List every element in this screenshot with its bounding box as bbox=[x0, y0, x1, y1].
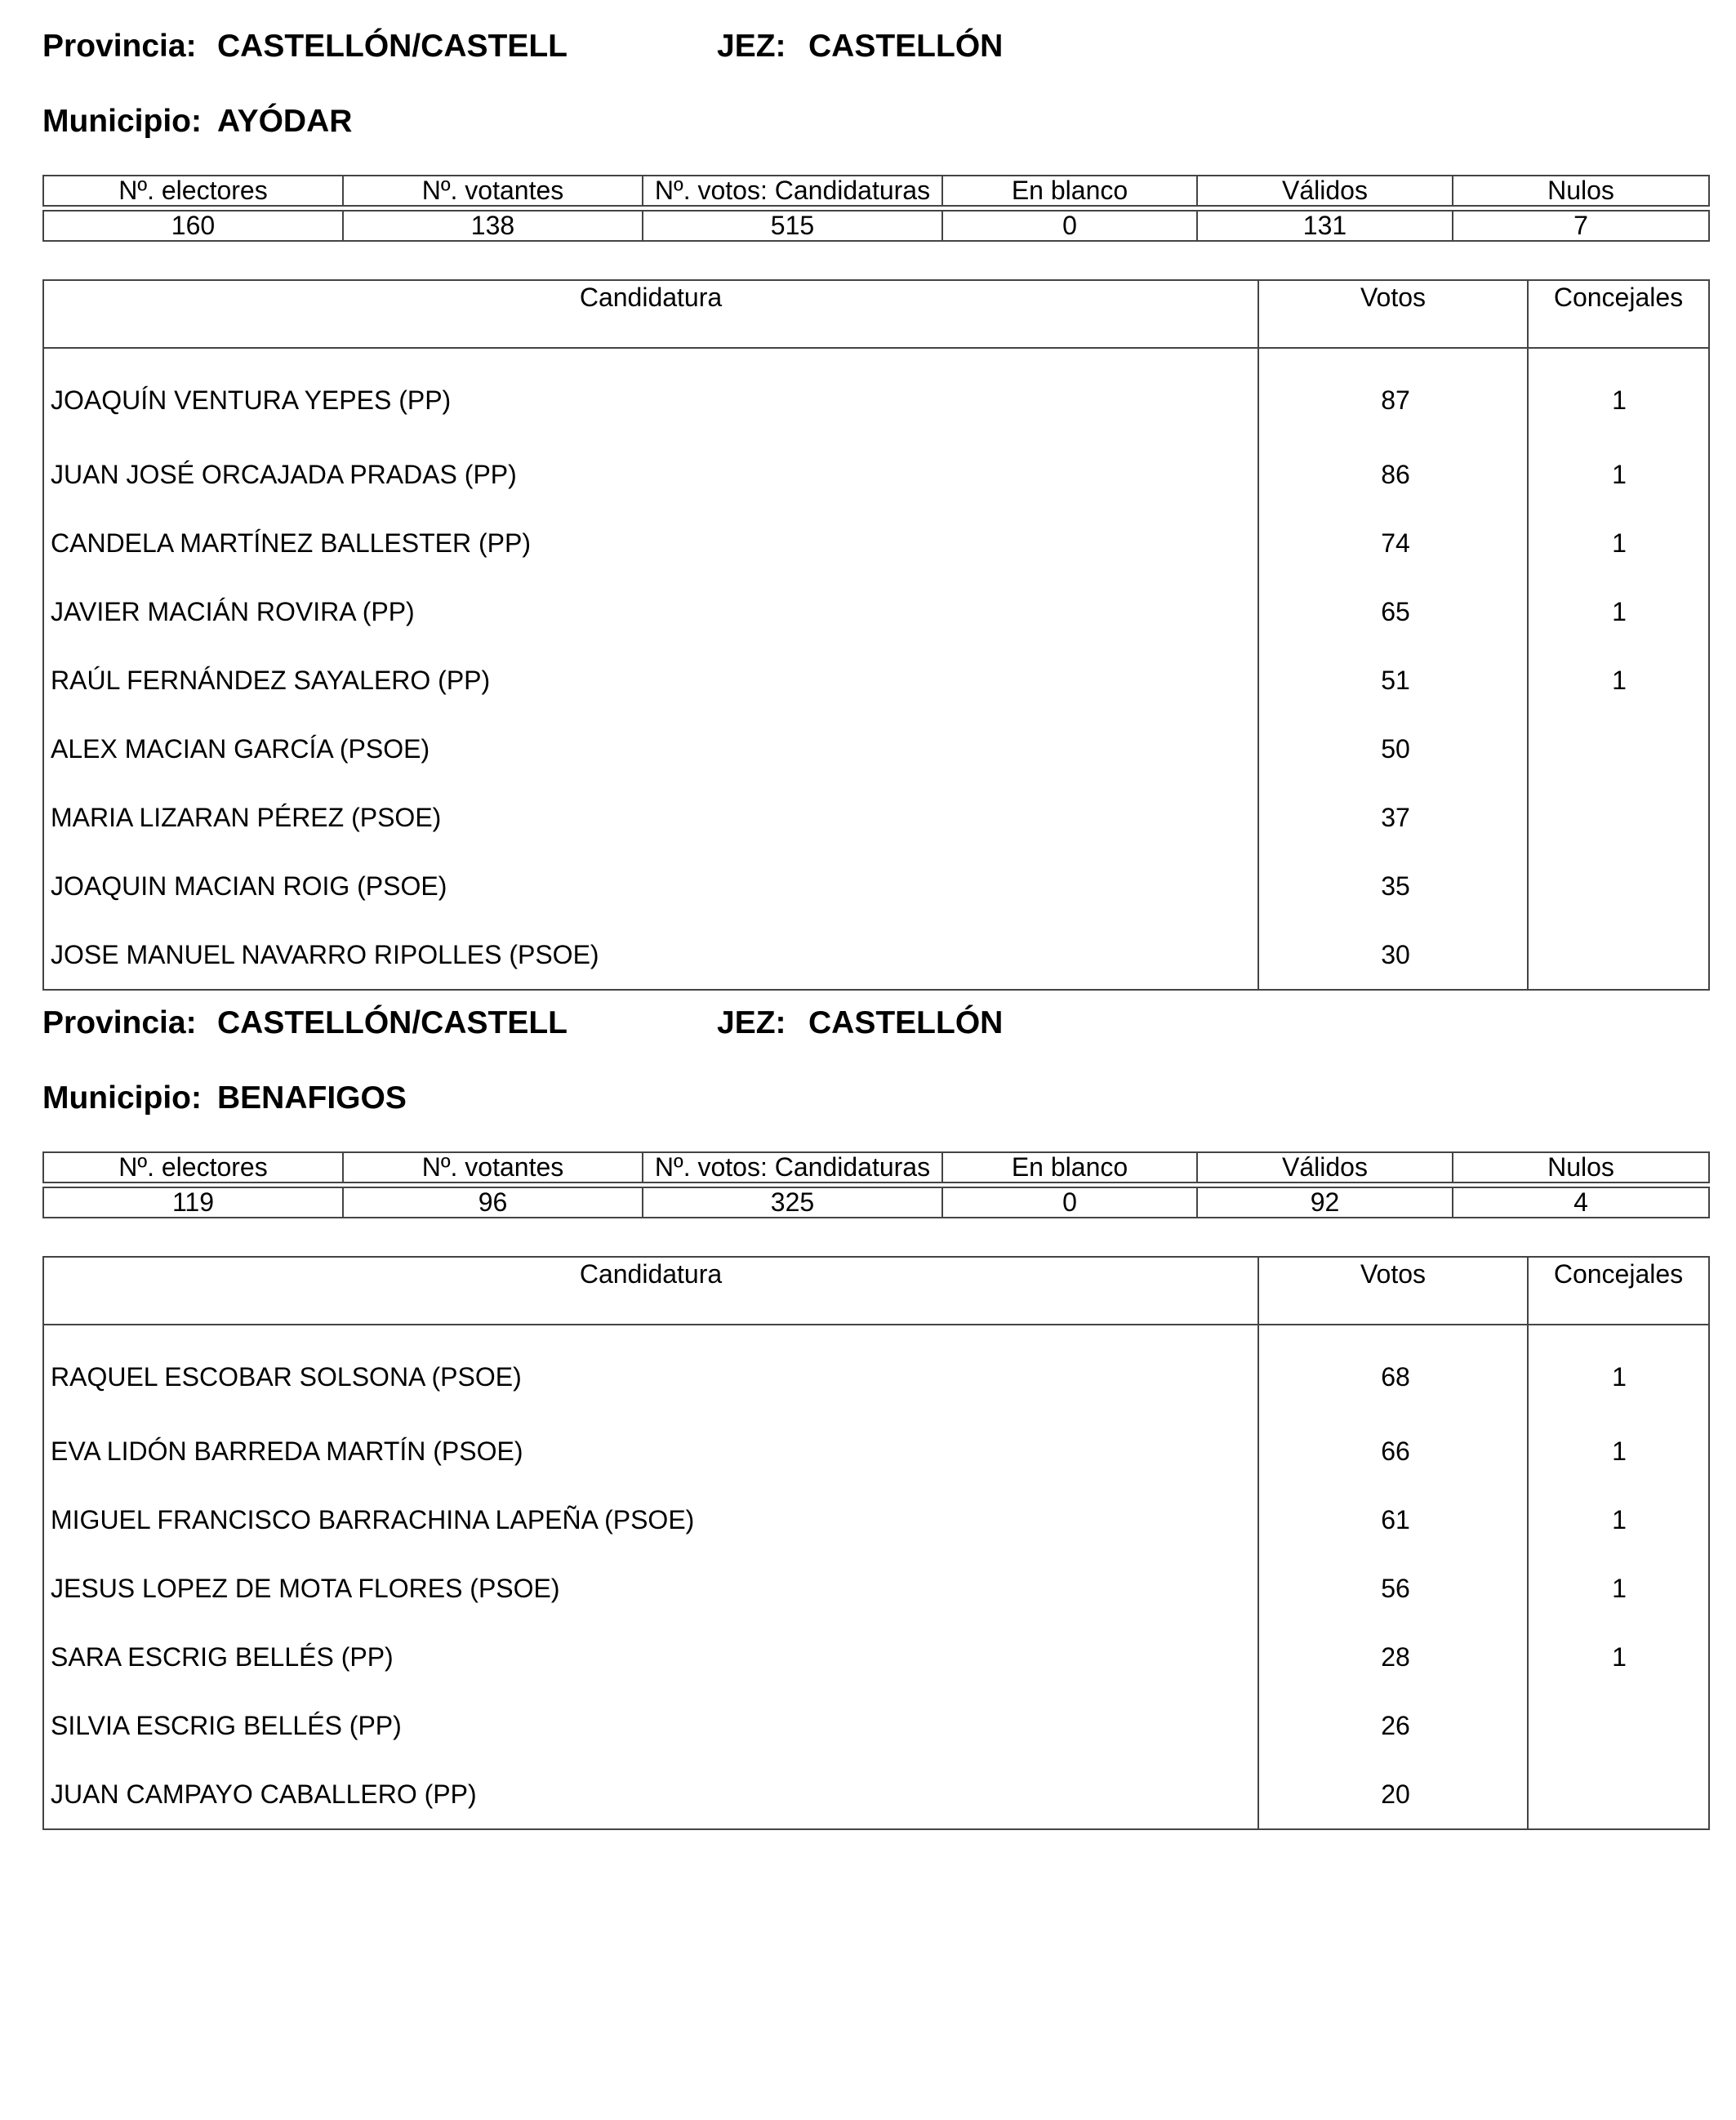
summary-header-row bbox=[43, 1152, 1709, 1182]
candidate-name: ALEX MACIAN GARCÍA (PSOE) bbox=[43, 715, 1258, 783]
candidate-name: JESUS LOPEZ DE MOTA FLORES (PSOE) bbox=[43, 1554, 1258, 1623]
candidate-row bbox=[43, 783, 1709, 852]
summary-header-cell: Válidos bbox=[1197, 1152, 1453, 1182]
candidate-name: JOSE MANUEL NAVARRO RIPOLLES (PSOE) bbox=[43, 920, 1258, 990]
provincia-value: CASTELLÓN/CASTELL bbox=[217, 29, 568, 64]
candidate-concejales: 1 bbox=[1528, 1623, 1709, 1691]
candidate-row bbox=[43, 1325, 1709, 1417]
summary-header-cell: Nº. votantes bbox=[343, 1152, 643, 1182]
summary-header-cell: Nº. votos: Candidaturas bbox=[643, 176, 942, 206]
candidate-row bbox=[43, 1417, 1709, 1485]
candidate-name: CANDELA MARTÍNEZ BALLESTER (PP) bbox=[43, 509, 1258, 577]
summary-value-cell: 96 bbox=[343, 1187, 643, 1218]
summary-value-cell: 325 bbox=[643, 1187, 942, 1218]
summary-value-cell: 119 bbox=[43, 1187, 343, 1218]
summary-header-cell: Nulos bbox=[1453, 176, 1709, 206]
candidate-concejales bbox=[1528, 1691, 1709, 1760]
summary-header-cell: Nº. votantes bbox=[343, 176, 643, 206]
votos-header: Votos bbox=[1258, 280, 1528, 348]
summary-value-cell: 515 bbox=[643, 211, 942, 241]
provincia-value: CASTELLÓN/CASTELL bbox=[217, 1005, 568, 1040]
candidate-concejales: 1 bbox=[1528, 509, 1709, 577]
candidate-concejales bbox=[1528, 1760, 1709, 1829]
candidate-row bbox=[43, 509, 1709, 577]
summary-table bbox=[42, 175, 1710, 242]
candidate-votos: 35 bbox=[1258, 852, 1528, 920]
summary-value-cell: 138 bbox=[343, 211, 643, 241]
candidate-votos: 65 bbox=[1258, 577, 1528, 646]
jez-value: CASTELLÓN bbox=[808, 1005, 1004, 1040]
candidate-concejales: 1 bbox=[1528, 1417, 1709, 1485]
candidate-name: RAQUEL ESCOBAR SOLSONA (PSOE) bbox=[43, 1325, 1258, 1417]
candidate-row bbox=[43, 1485, 1709, 1554]
candidate-concejales: 1 bbox=[1528, 1325, 1709, 1417]
candidate-concejales bbox=[1528, 715, 1709, 783]
candidate-votos: 51 bbox=[1258, 646, 1528, 715]
summary-value-cell: 131 bbox=[1197, 211, 1453, 241]
jez-value: CASTELLÓN bbox=[808, 29, 1004, 64]
municipio-label: Municipio: bbox=[42, 1080, 202, 1116]
candidate-concejales: 1 bbox=[1528, 1554, 1709, 1623]
candidates-table bbox=[42, 1256, 1710, 1830]
candidates-header-row bbox=[43, 280, 1709, 348]
provincia-label: Provincia: bbox=[42, 29, 197, 64]
candidate-name: MARIA LIZARAN PÉREZ (PSOE) bbox=[43, 783, 1258, 852]
candidate-name: JAVIER MACIÁN ROVIRA (PP) bbox=[43, 577, 1258, 646]
candidate-votos: 74 bbox=[1258, 509, 1528, 577]
summary-value-cell: 92 bbox=[1197, 1187, 1453, 1218]
summary-value-row bbox=[43, 1187, 1709, 1218]
candidate-concejales: 1 bbox=[1528, 1485, 1709, 1554]
candidate-name: SARA ESCRIG BELLÉS (PP) bbox=[43, 1623, 1258, 1691]
jez-label: JEZ: bbox=[717, 29, 786, 64]
jez-label: JEZ: bbox=[717, 1005, 786, 1040]
candidate-name: JUAN JOSÉ ORCAJADA PRADAS (PP) bbox=[43, 440, 1258, 509]
candidate-concejales bbox=[1528, 920, 1709, 990]
candidate-votos: 68 bbox=[1258, 1325, 1528, 1417]
candidate-name: JOAQUÍN VENTURA YEPES (PP) bbox=[43, 348, 1258, 440]
concejales-header: Concejales bbox=[1528, 280, 1709, 348]
candidatura-header: Candidatura bbox=[43, 1257, 1258, 1325]
summary-value-cell: 4 bbox=[1453, 1187, 1709, 1218]
summary-value-row bbox=[43, 211, 1709, 241]
summary-header-cell: Nº. votos: Candidaturas bbox=[643, 1152, 942, 1182]
candidate-row bbox=[43, 1623, 1709, 1691]
candidates-header-row bbox=[43, 1257, 1709, 1325]
municipio-value: BENAFIGOS bbox=[217, 1080, 407, 1116]
candidate-votos: 26 bbox=[1258, 1691, 1528, 1760]
candidate-votos: 50 bbox=[1258, 715, 1528, 783]
candidate-votos: 20 bbox=[1258, 1760, 1528, 1829]
summary-value-cell: 160 bbox=[43, 211, 343, 241]
candidate-row bbox=[43, 852, 1709, 920]
summary-header-cell: En blanco bbox=[942, 176, 1197, 206]
candidate-votos: 87 bbox=[1258, 348, 1528, 440]
municipio-value: AYÓDAR bbox=[217, 104, 353, 139]
candidate-name: SILVIA ESCRIG BELLÉS (PP) bbox=[43, 1691, 1258, 1760]
summary-value-cell: 0 bbox=[942, 1187, 1197, 1218]
candidate-votos: 56 bbox=[1258, 1554, 1528, 1623]
candidate-row bbox=[43, 1760, 1709, 1829]
votos-header: Votos bbox=[1258, 1257, 1528, 1325]
summary-table bbox=[42, 1151, 1710, 1218]
summary-header-cell: Válidos bbox=[1197, 176, 1453, 206]
candidate-row bbox=[43, 440, 1709, 509]
provincia-label: Provincia: bbox=[42, 1005, 197, 1040]
candidate-votos: 66 bbox=[1258, 1417, 1528, 1485]
candidate-concejales bbox=[1528, 852, 1709, 920]
candidate-row bbox=[43, 577, 1709, 646]
municipio-label: Municipio: bbox=[42, 104, 202, 139]
summary-header-cell: Nº. electores bbox=[43, 176, 343, 206]
candidate-name: JOAQUIN MACIAN ROIG (PSOE) bbox=[43, 852, 1258, 920]
candidate-row bbox=[43, 715, 1709, 783]
candidate-votos: 30 bbox=[1258, 920, 1528, 990]
summary-header-cell: Nº. electores bbox=[43, 1152, 343, 1182]
candidatura-header: Candidatura bbox=[43, 280, 1258, 348]
summary-header-row bbox=[43, 176, 1709, 206]
candidate-votos: 86 bbox=[1258, 440, 1528, 509]
candidate-concejales: 1 bbox=[1528, 577, 1709, 646]
candidate-row bbox=[43, 920, 1709, 990]
summary-value-cell: 7 bbox=[1453, 211, 1709, 241]
candidate-votos: 28 bbox=[1258, 1623, 1528, 1691]
candidate-name: EVA LIDÓN BARREDA MARTÍN (PSOE) bbox=[43, 1417, 1258, 1485]
candidate-concejales: 1 bbox=[1528, 348, 1709, 440]
candidate-row bbox=[43, 646, 1709, 715]
candidate-votos: 37 bbox=[1258, 783, 1528, 852]
concejales-header: Concejales bbox=[1528, 1257, 1709, 1325]
candidate-votos: 61 bbox=[1258, 1485, 1528, 1554]
candidates-table bbox=[42, 279, 1710, 991]
candidate-name: RAÚL FERNÁNDEZ SAYALERO (PP) bbox=[43, 646, 1258, 715]
candidate-row bbox=[43, 1691, 1709, 1760]
candidate-name: JUAN CAMPAYO CABALLERO (PP) bbox=[43, 1760, 1258, 1829]
candidate-concejales bbox=[1528, 783, 1709, 852]
candidate-concejales: 1 bbox=[1528, 646, 1709, 715]
summary-header-cell: Nulos bbox=[1453, 1152, 1709, 1182]
candidate-concejales: 1 bbox=[1528, 440, 1709, 509]
summary-value-cell: 0 bbox=[942, 211, 1197, 241]
candidate-row bbox=[43, 1554, 1709, 1623]
summary-header-cell: En blanco bbox=[942, 1152, 1197, 1182]
candidate-name: MIGUEL FRANCISCO BARRACHINA LAPEÑA (PSOE) bbox=[43, 1485, 1258, 1554]
candidate-row bbox=[43, 348, 1709, 440]
